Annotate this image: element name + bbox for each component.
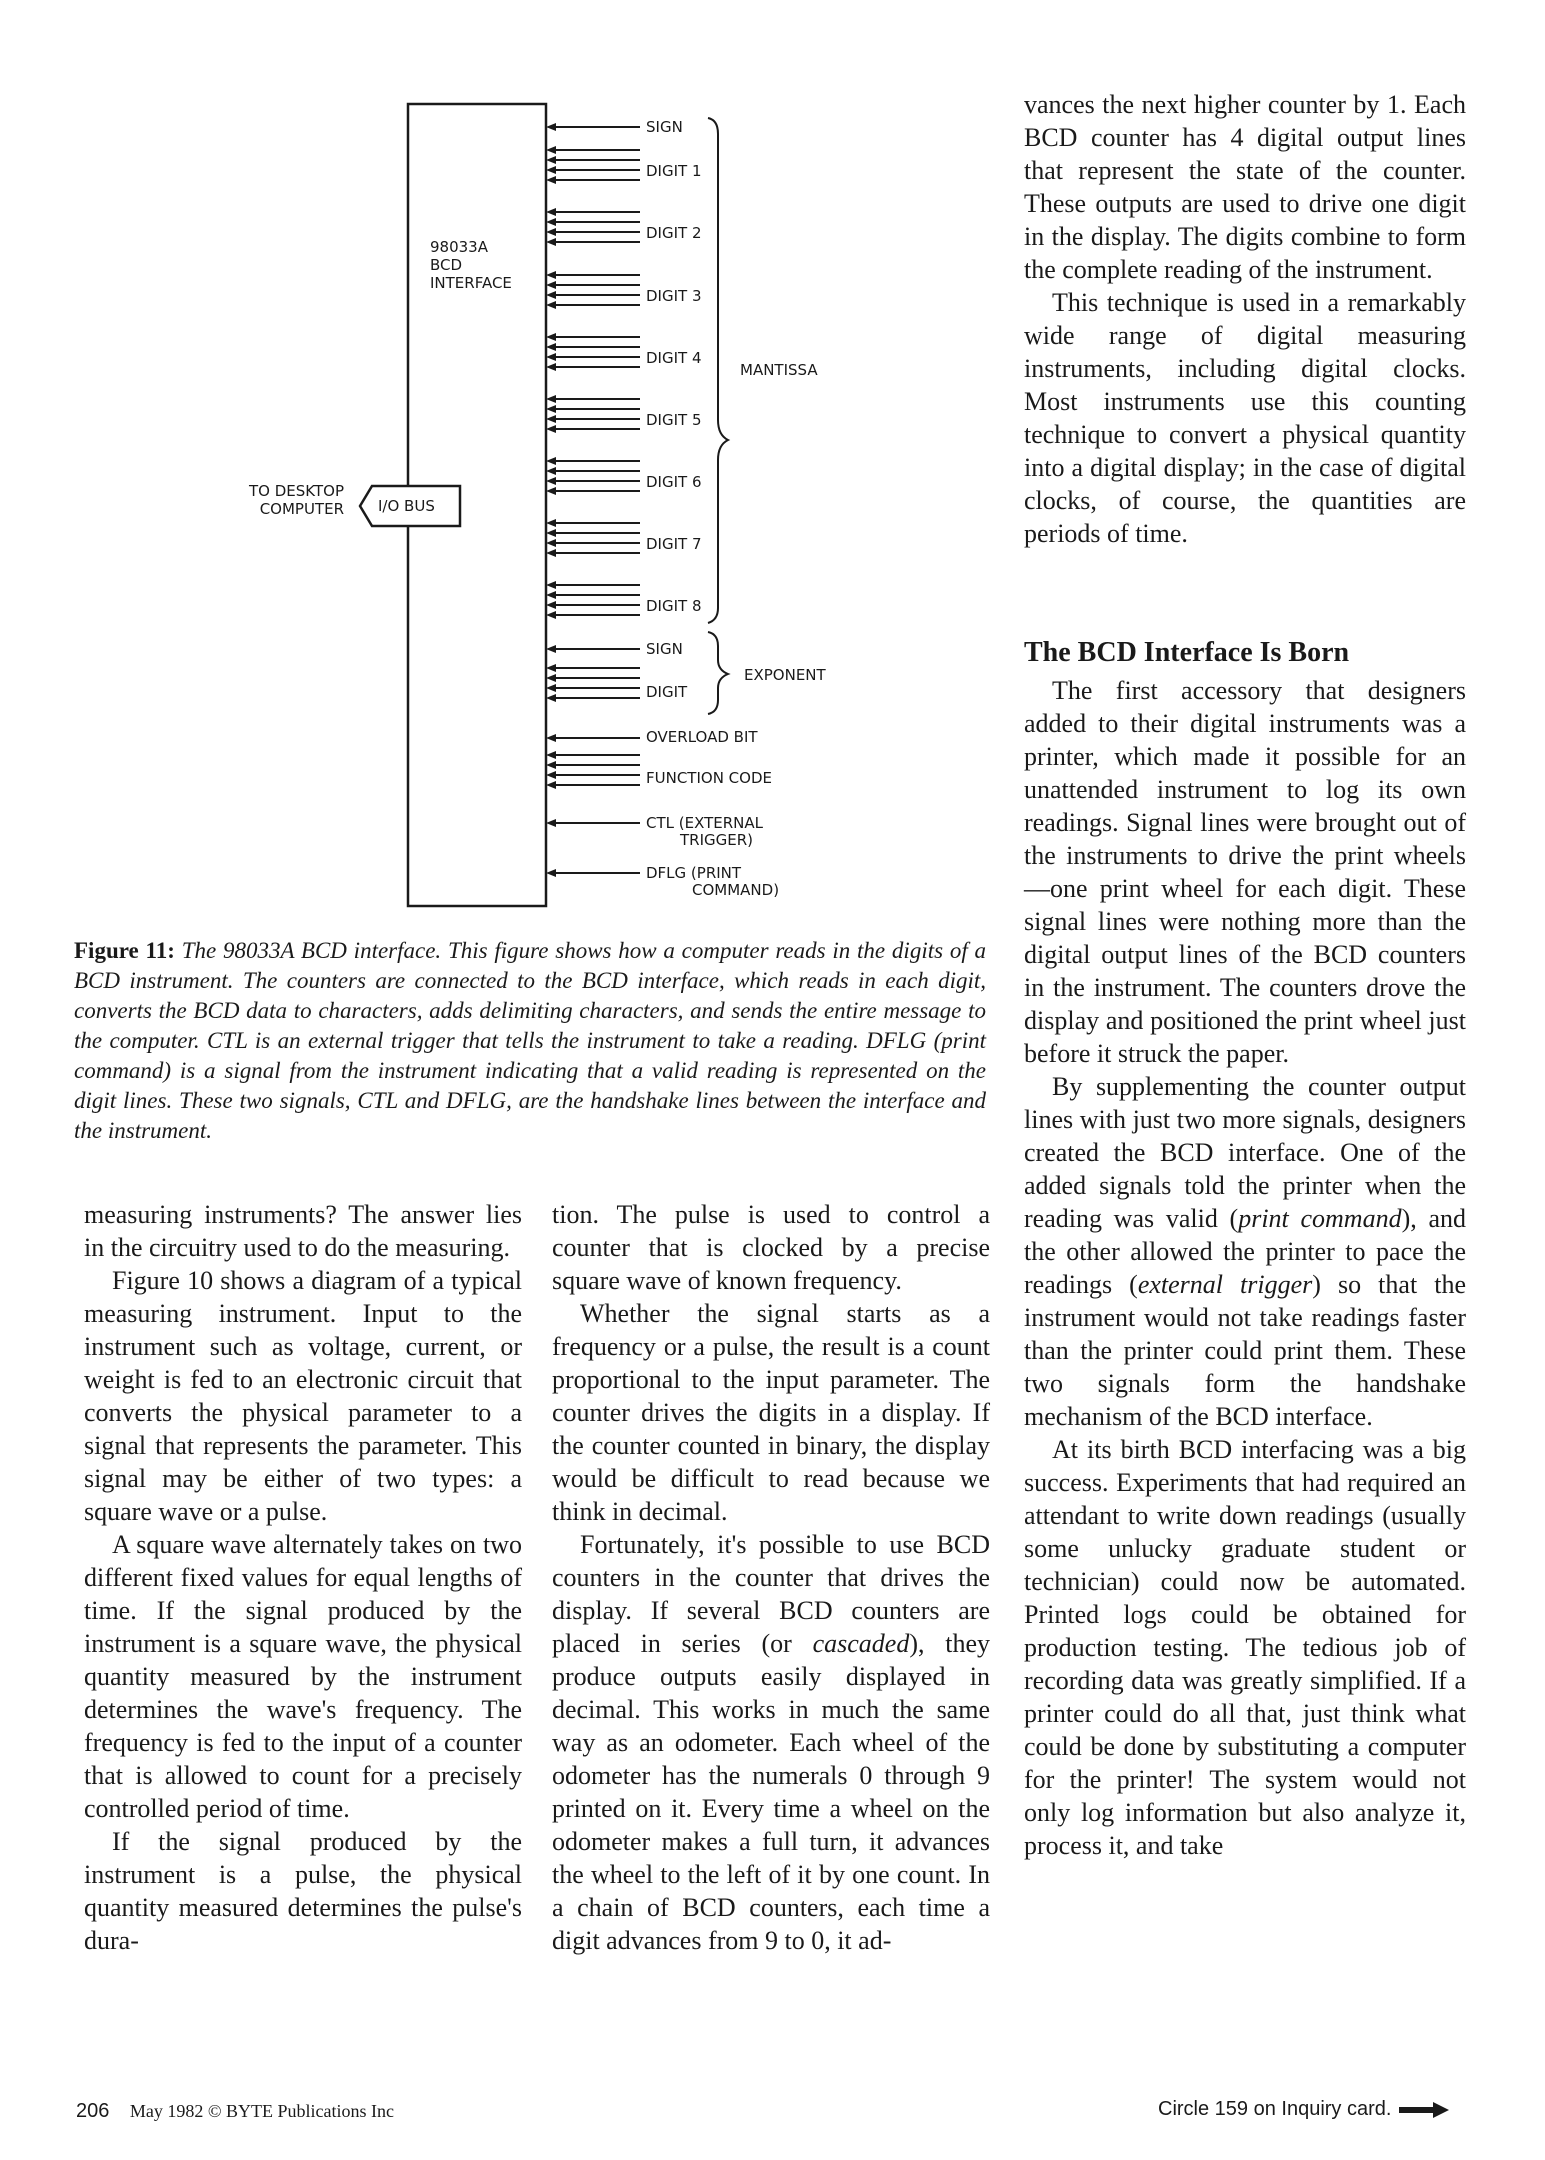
col2-para-3 [552, 1528, 990, 1957]
signal-label-digit4: DIGIT 4 [646, 349, 702, 367]
signal-arrowhead [546, 664, 556, 672]
signal-label-ctl-line2: TRIGGER) [680, 831, 754, 849]
signal-arrowhead [546, 271, 556, 279]
signal-arrowhead [546, 771, 556, 779]
signal-label-digit3: DIGIT 3 [646, 287, 702, 305]
signal-arrowhead [546, 487, 556, 495]
col3-para-4-em2: external trigger [1137, 1270, 1313, 1299]
signal-arrowhead [546, 529, 556, 537]
mantissa-brace [708, 118, 728, 623]
signal-arrowhead [546, 519, 556, 527]
signal-arrowhead [546, 176, 556, 184]
col3-para-4-b: ), and the other allowed the printer to pace the readings ( [1024, 1204, 1466, 1299]
col3-para-4-c: ) so that the instrument would not take readings faster than the printer could print them. These two signals form the handshake mechanism of the BCD interface. [1024, 1270, 1466, 1431]
signal-arrowhead [546, 415, 556, 423]
signal-arrowhead [546, 301, 556, 309]
signal-label-exp-sign: SIGN [646, 640, 683, 658]
mantissa-label: MANTISSA [740, 361, 818, 379]
signal-arrowhead [546, 751, 556, 759]
computer-label-line2: COMPUTER [259, 500, 344, 518]
signal-arrowhead [546, 146, 556, 154]
signal-arrowhead [546, 549, 556, 557]
inquiry-text: Circle 159 on Inquiry card. [1158, 2098, 1392, 2120]
col3-para-3: The first accessory that designers added to their digital instruments was a printer, which made it possible for an unattended instrument to log its own readings. Signal lines were brought out of the instruments to drive the print wheels—one print wheel for each digit. These signal lines were nothing more than the digital output lines of the BCD counters in the instrument. The counters drove the display and positioned the print wheel just before it struck the paper. [1024, 676, 1466, 1068]
signal-arrowhead [546, 228, 556, 236]
col1-para-1: measuring instruments? The answer lies in the circuitry used to do the measuring. [84, 1200, 522, 1262]
signal-lines [546, 123, 640, 877]
col3-para-4-a: By supplementing the counter output lines with just two more signals, designers created the BCD interface. One of the added signals told the printer when the reading was valid ( [1024, 1072, 1466, 1233]
signal-arrowhead [546, 581, 556, 589]
col1-para-3: A square wave alternately takes on two different fixed values for equal lengths of time. If the signal produced by the instrument is a square wave, the physical quantity measured by the instrument determines the wave's frequency. The frequency is fed to the input of a counter that is allowed to count for a precisely controlled period of time. [84, 1530, 522, 1823]
column-1 [84, 1198, 522, 1957]
footer-left [76, 2100, 394, 2123]
signal-arrowhead [546, 694, 556, 702]
signal-arrowhead [546, 684, 556, 692]
right-arrow-icon [1399, 2102, 1449, 2118]
signal-labels [646, 118, 779, 899]
caption-label: Figure 11: [74, 938, 175, 963]
signal-arrowhead [546, 467, 556, 475]
signal-label-exp-digit: DIGIT [646, 683, 688, 701]
publication-line: May 1982 © BYTE Publications Inc [129, 2101, 395, 2121]
signal-label-sign: SIGN [646, 118, 683, 136]
signal-label-dflg-line2: COMMAND) [692, 881, 780, 899]
signal-label-overload: OVERLOAD BIT [646, 728, 758, 746]
signal-arrowhead [546, 238, 556, 246]
signal-arrowhead [546, 819, 556, 827]
box-label-line3: INTERFACE [430, 274, 512, 292]
exponent-label: EXPONENT [744, 666, 826, 684]
page-number: 206 [76, 2100, 110, 2122]
computer-label-line1: TO DESKTOP [249, 482, 344, 500]
column-2 [552, 1198, 990, 1957]
signal-arrowhead [546, 343, 556, 351]
signal-arrowhead [546, 781, 556, 789]
signal-arrowhead [546, 208, 556, 216]
signal-arrowhead [546, 281, 556, 289]
signal-arrowhead [546, 395, 556, 403]
footer-right [1158, 2098, 1449, 2121]
col2-para-1: tion. The pulse is used to control a counter that is clocked by a precise square wave of known frequency. [552, 1200, 990, 1295]
col3-para-2: This technique is used in a remarkably wide range of digital measuring instruments, including digital clocks. Most instruments use this counting technique to convert a physical quantity into a digital display; in the case of digital clocks, of course, the quantities are periods of time. [1024, 288, 1466, 548]
io-bus-label: I/O BUS [378, 497, 435, 515]
signal-arrowhead [546, 601, 556, 609]
signal-arrowhead [546, 425, 556, 433]
col2-para-3-em: cascaded [812, 1629, 910, 1658]
signal-label-ctl-line1: CTL (EXTERNAL [646, 814, 764, 832]
column-3-top [1024, 88, 1466, 550]
signal-arrowhead [546, 477, 556, 485]
signal-arrowhead [546, 123, 556, 131]
signal-arrowhead [546, 333, 556, 341]
signal-arrowhead [546, 218, 556, 226]
signal-label-digit8: DIGIT 8 [646, 597, 702, 615]
signal-arrowhead [546, 869, 556, 877]
signal-arrowhead [546, 734, 556, 742]
signal-label-digit1: DIGIT 1 [646, 162, 702, 180]
signal-arrowhead [546, 591, 556, 599]
signal-arrowhead [546, 611, 556, 619]
col2-para-3-a: Fortunately, it's possible to use BCD counters in the counter that drives the display. If several BCD counters are placed in series (or [552, 1530, 990, 1658]
signal-arrowhead [546, 156, 556, 164]
signal-arrowhead [546, 405, 556, 413]
col3-para-5: At its birth BCD interfacing was a big success. Experiments that had required an attendant to write down readings (usually some unlucky graduate student or technician) could now be automated. Printed logs could be obtained for production testing. The tedious job of recording data was greatly simplified. If a printer could do all that, just think what could be done by substituting a computer for the printer! The system would not only log information but also analyze it, process it, and take [1024, 1435, 1466, 1860]
signal-arrowhead [546, 457, 556, 465]
signal-label-dflg-line1: DFLG (PRINT [646, 864, 742, 882]
signal-label-digit6: DIGIT 6 [646, 473, 702, 491]
signal-label-digit2: DIGIT 2 [646, 224, 702, 242]
signal-arrowhead [546, 645, 556, 653]
col3-para-4 [1024, 1070, 1466, 1433]
signal-arrowhead [546, 539, 556, 547]
col2-para-3-b: ), they produce outputs easily displayed in decimal. This works in much the same way as an odometer. Each wheel of the odometer has the numerals 0 through 9 printed on it. Every time a wheel on the odometer makes a full turn, it advances the wheel to the left of it by one count. In a chain of BCD counters, each time a digit advances from 9 to 0, it ad- [552, 1629, 990, 1955]
signal-label-digit7: DIGIT 7 [646, 535, 702, 553]
box-label-line2: BCD [430, 256, 463, 274]
box-label-line1: 98033A [430, 238, 488, 256]
col3-para-4-em1: print command [1238, 1204, 1402, 1233]
col1-para-2: Figure 10 shows a diagram of a typical measuring instrument. Input to the instrument such as voltage, current, or weight is fed to an electronic circuit that converts the physical parameter to a signal that represents the parameter. This signal may be either of two types: a square wave or a pulse. [84, 1266, 522, 1526]
signal-arrowhead [546, 353, 556, 361]
col2-para-2: Whether the signal starts as a frequency or a pulse, the result is a count proportional to the input parameter. The counter drives the digits in a display. If the counter counted in binary, the display would be difficult to read because we think in decimal. [552, 1299, 990, 1526]
col3-para-1: vances the next higher counter by 1. Each BCD counter has 4 digital output lines that represent the state of the counter. These outputs are used to drive one digit in the display. The digits combine to form the complete reading of the instrument. [1024, 90, 1466, 284]
column-3-bottom [1024, 674, 1466, 1862]
signal-label-digit5: DIGIT 5 [646, 411, 702, 429]
caption-text: The 98033A BCD interface. This figure shows how a computer reads in the digits of a BCD instrument. The counters are connected to the BCD interface, which reads in each digit, converts the BCD data to characters, adds delimiting characters, and sends the entire message to the computer. CTL is an external trigger that tells the instrument to take a reading. DFLG (print command) is a signal from the instrument indicating that a valid reading is represented on the digit lines. These two signals, CTL and DFLG, are the handshake lines between the interface and the instrument. [74, 938, 987, 1143]
signal-arrowhead [546, 166, 556, 174]
signal-label-function-code: FUNCTION CODE [646, 769, 772, 787]
signal-arrowhead [546, 291, 556, 299]
col1-para-4: If the signal produced by the instrument is a pulse, the physical quantity measured determines the pulse's dura- [84, 1827, 522, 1955]
section-heading: The BCD Interface Is Born [1024, 637, 1350, 668]
signal-arrowhead [546, 761, 556, 769]
exponent-brace [708, 632, 728, 714]
bcd-interface-diagram [200, 90, 960, 920]
signal-arrowhead [546, 674, 556, 682]
signal-arrowhead [546, 363, 556, 371]
figure-caption [74, 936, 986, 1146]
